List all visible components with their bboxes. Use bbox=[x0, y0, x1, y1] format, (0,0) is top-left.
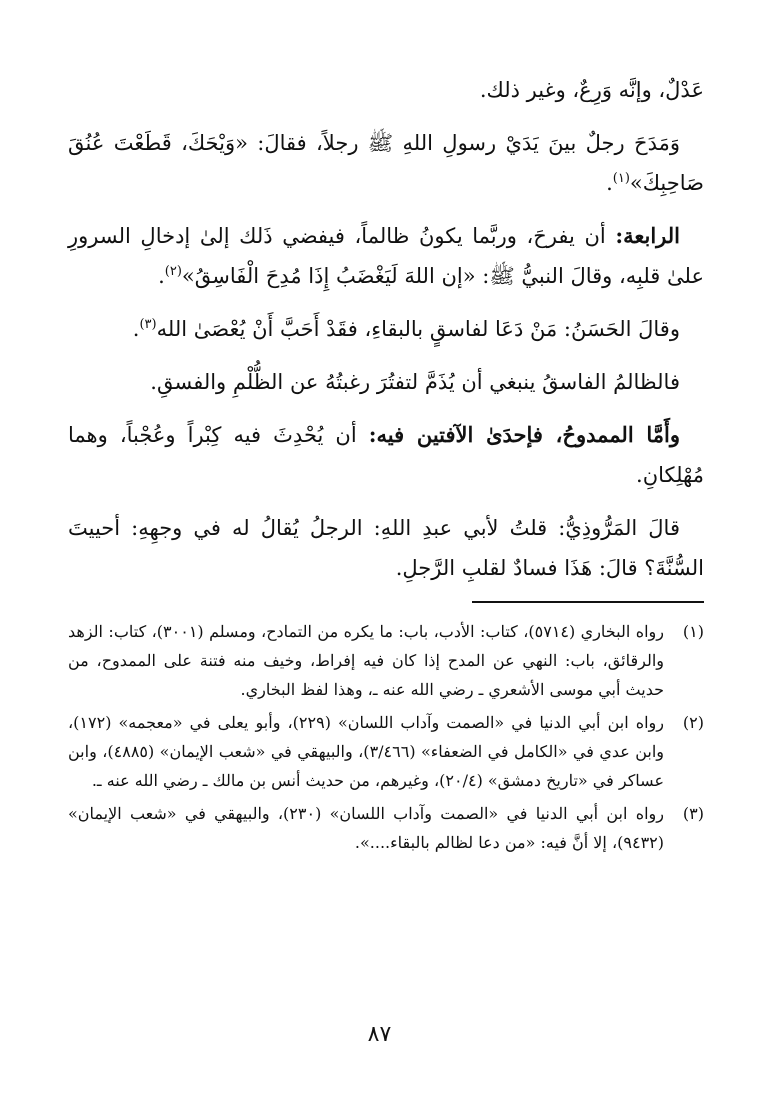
paragraph-2-text: وَمَدَحَ رجلٌ بينَ يَدَيْ رسولِ اللهِ ﷺ رجلاً، فقالَ: «وَيْحَكَ، قَطَعْتَ عُنُقَ صَاحِبِكَ» bbox=[68, 131, 704, 195]
footnote-number: (٣) bbox=[682, 804, 704, 823]
page-number: ٨٧ bbox=[367, 1022, 392, 1047]
paragraph-4-end: . bbox=[132, 317, 140, 341]
paragraph-1: عَدْلٌ، وإنَّه وَرِعٌ، وغير ذلك. bbox=[479, 78, 704, 102]
footnote-divider bbox=[472, 601, 704, 603]
footnotes bbox=[68, 617, 704, 857]
footnote-text: رواه ابن أبي الدنيا في «الصمت وآداب اللسان» (٢٣٠)، والبيهقي في «شعب الإيمان» (٩٤٣٢)، إلا أنَّ فيه: «من دعا لظالم بالبقاء....». bbox=[68, 804, 664, 852]
footnote-ref-3[interactable]: (٣) bbox=[139, 317, 157, 332]
paragraph-2-end: . bbox=[606, 171, 613, 195]
footnote-text: رواه ابن أبي الدنيا في «الصمت وآداب اللسان» (٢٢٩)، وأبو يعلى في «معجمه» (١٧٢)، وابن عدي في «الكامل في الضعفاء» (٣/٤٦٦)، والبيهقي في «شعب الإيمان» (٤٨٨٥)، وابن عساكر في «تاريخ دمشق» (٢٠/٤)، وغيرهم، من حديث أنس بن مالك ـ رضي الله عنه ـ. bbox=[68, 713, 665, 790]
paragraph-5: فالظالمُ الفاسقُ ينبغي أن يُذَمَّ لتفتُرَ رغبتُهُ عن الظُّلْمِ والفسقِ. bbox=[150, 370, 680, 394]
footnote-ref-2[interactable]: (٢) bbox=[164, 264, 182, 279]
paragraph-3 bbox=[68, 216, 704, 296]
footnote-1 bbox=[68, 617, 704, 704]
footnote-3 bbox=[68, 799, 704, 857]
paragraph-7: قالَ المَرُّوذِيُّ: قلتُ لأبي عبدِ اللهِ: الرجلُ يُقالُ له في وجهِهِ: أحييتَ السُّنَّةَ؟ قالَ: هَذَا فسادٌ لقلبِ الرَّجلِ. bbox=[68, 516, 704, 580]
paragraph-3-end: . bbox=[158, 264, 165, 288]
paragraph-3-lead: الرابعة: bbox=[615, 223, 680, 248]
paragraph-6-text: أن يُحْدِثَ فيه كِبْراً وعُجْباً، وهما مُهْلِكانِ. bbox=[68, 423, 704, 487]
paragraph-6-lead: وأَمَّا الممدوحُ، فإحدَىٰ الآفتين فيه: bbox=[368, 422, 680, 447]
paragraph-2 bbox=[68, 123, 704, 203]
footnote-ref-1[interactable]: (١) bbox=[612, 171, 630, 186]
footnote-number: (٢) bbox=[682, 713, 704, 732]
main-text bbox=[68, 70, 704, 588]
paragraph-4 bbox=[68, 309, 704, 349]
footnote-2 bbox=[68, 708, 704, 795]
page-content bbox=[68, 70, 704, 861]
footnote-text: رواه البخاري (٥٧١٤)، كتاب: الأدب، باب: ما يكره من التمادح، ومسلم (٣٠٠١)، كتاب: الزهد والرقائق، باب: النهي عن المدح إذا كان فيه إفراط، وخيف منه فتنة على الممدوح، من حديث أبي موسى الأشعري ـ رضي الله عنه ـ، وهذا لفظ البخاري. bbox=[68, 622, 665, 699]
paragraph-4-text: وقالَ الحَسَنُ: مَنْ دَعَا لفاسقٍ بالبقاءِ، فقَدْ أَحَبَّ أَنْ يُعْصَىٰ الله bbox=[156, 317, 680, 341]
paragraph-6 bbox=[68, 415, 704, 495]
footnote-number: (١) bbox=[682, 622, 704, 641]
paragraph-3-text: أن يفرحَ، وربَّما يكونُ ظالماً، فيفضي ذَلك إلىٰ إدخالِ السرورِ علىٰ قلبِه، وقالَ النبيُّ ﷺ: «إن اللهَ لَيَغْضَبُ إِذَا مُدِحَ الْفَاسِقُ» bbox=[68, 224, 704, 288]
